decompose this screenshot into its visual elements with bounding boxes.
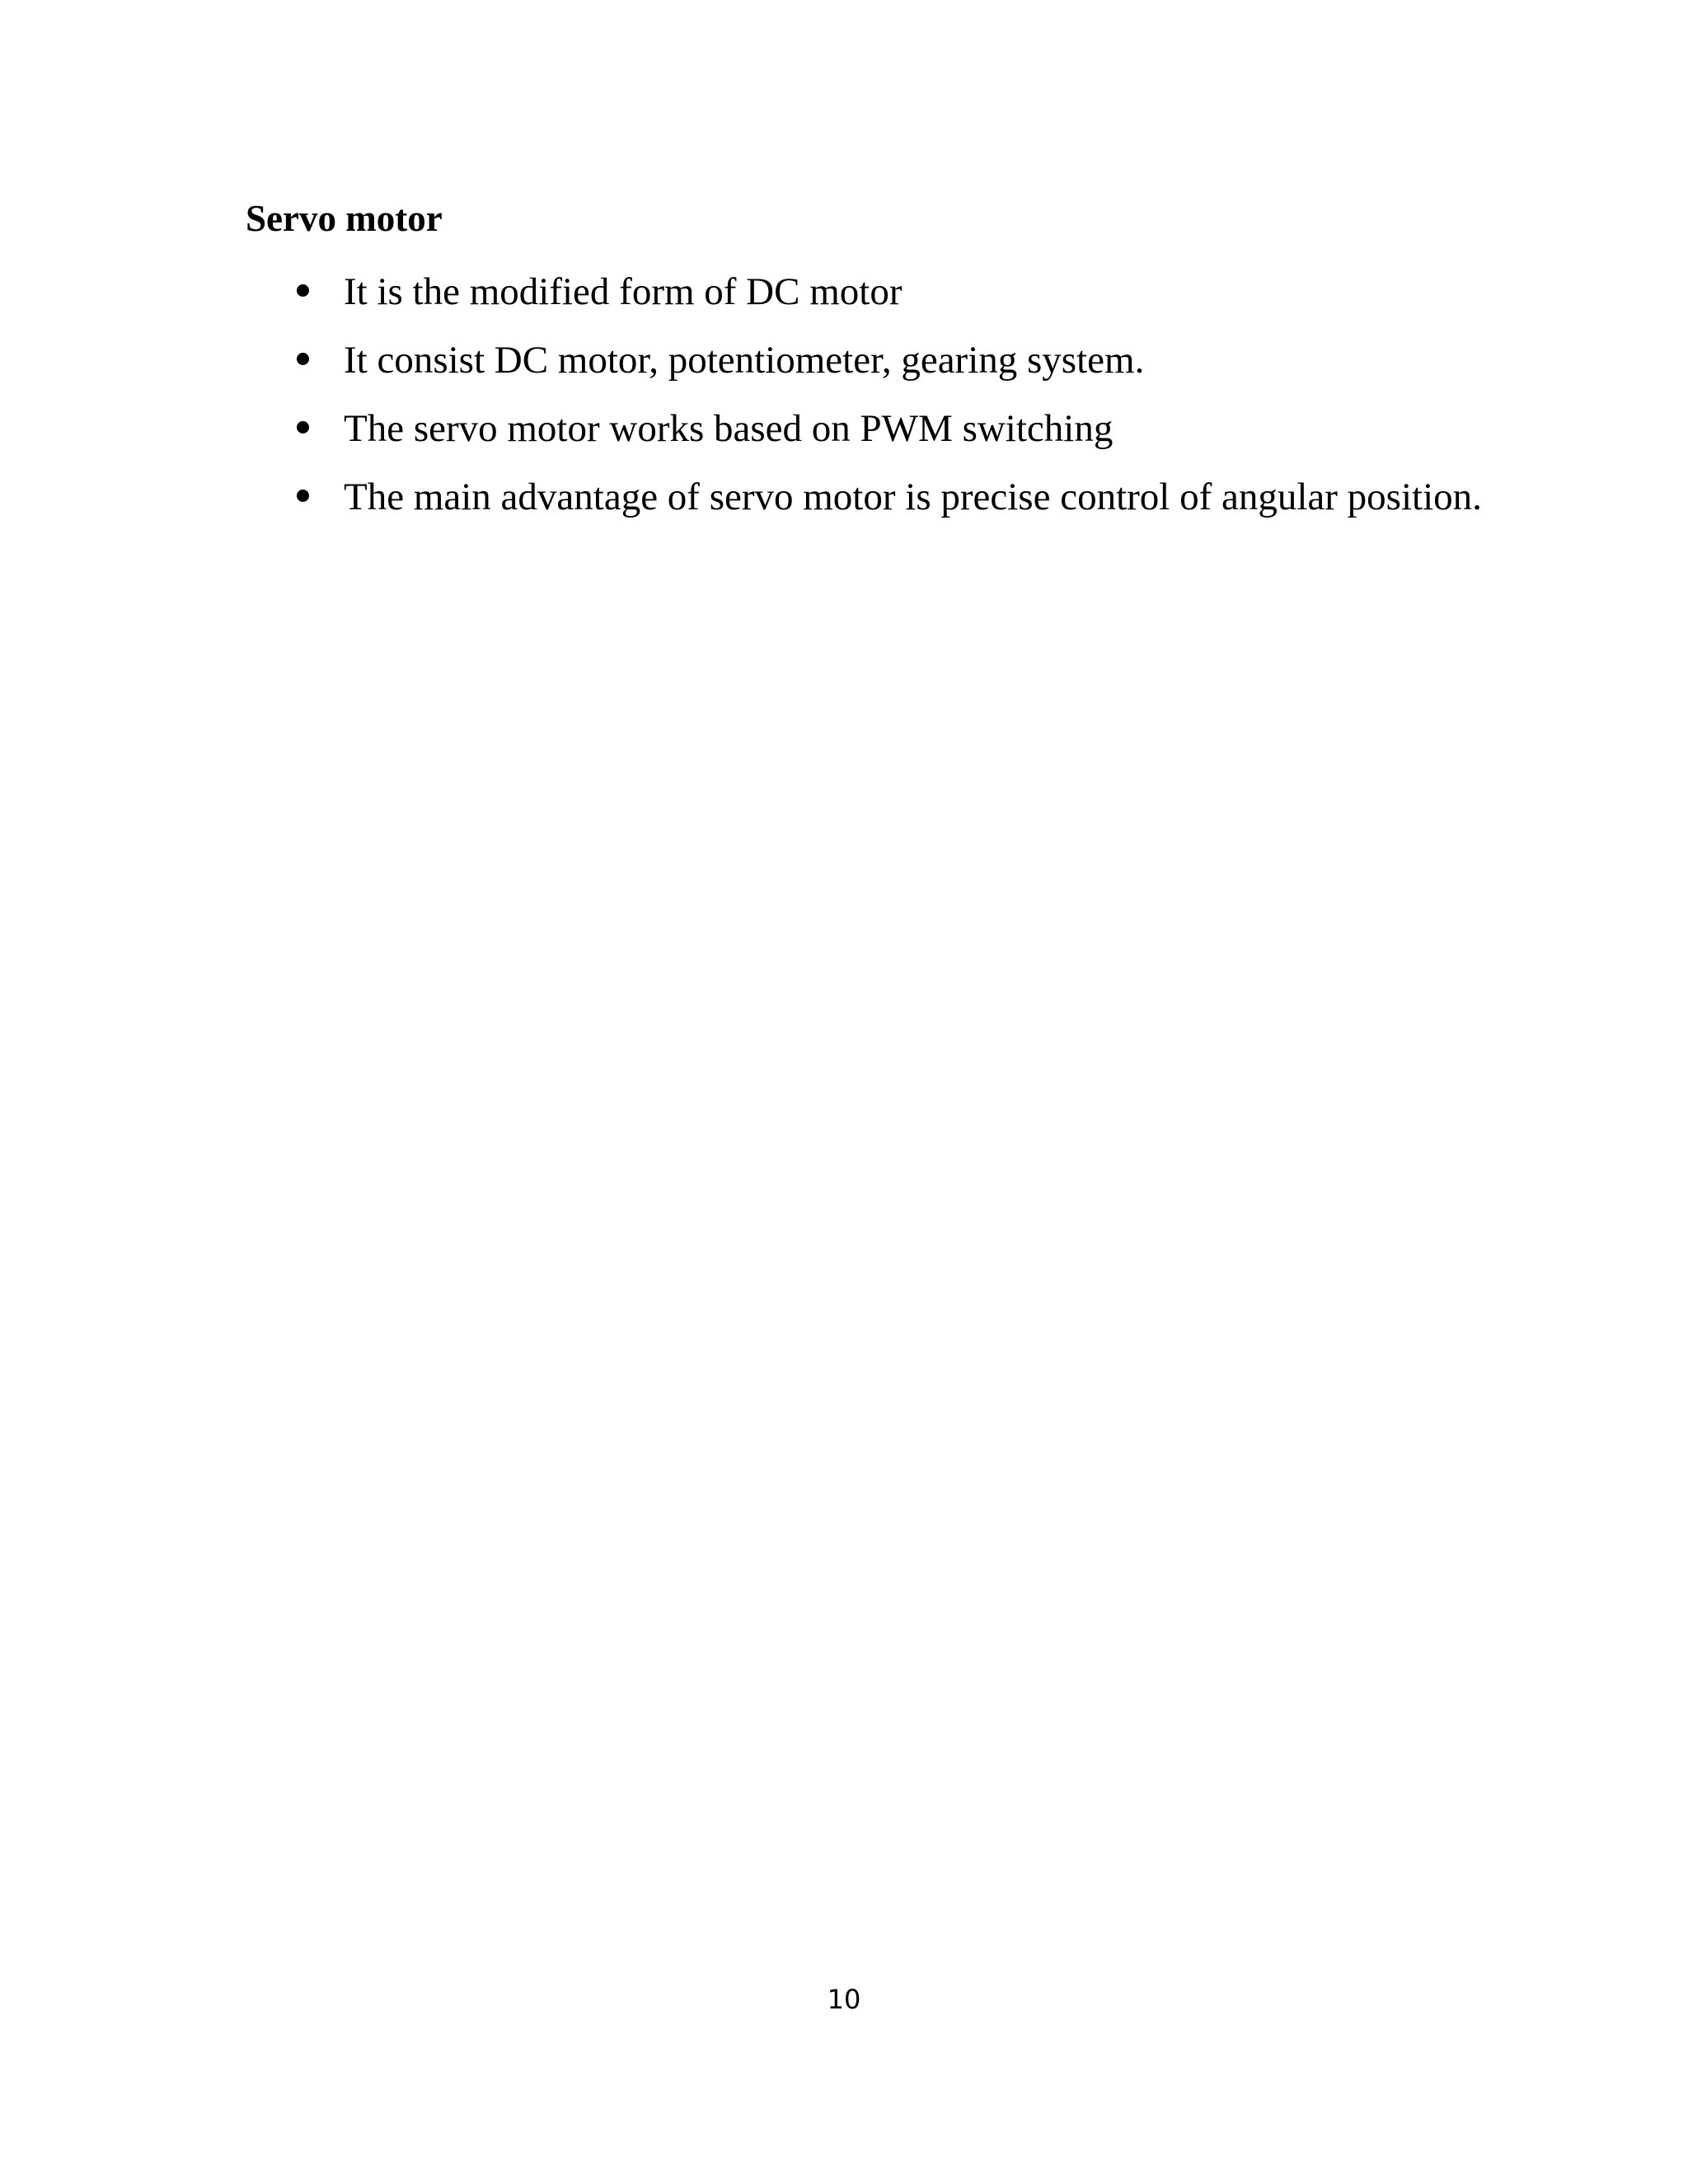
bullet-icon [297,284,309,297]
list-item-text: The servo motor works based on PWM switching [344,407,1114,450]
bullet-icon [297,490,309,502]
bullet-icon [297,421,309,434]
list-item-text: It consist DC motor, potentiometer, gearing system. [344,339,1145,382]
list-item-text: The main advantage of servo motor is precise control of angular position. [344,476,1482,518]
section-title: Servo motor [246,198,443,239]
list-item-text: It is the modified form of DC motor [344,270,903,313]
page-number: 10 [827,1984,861,2015]
bullet-icon [297,353,309,365]
